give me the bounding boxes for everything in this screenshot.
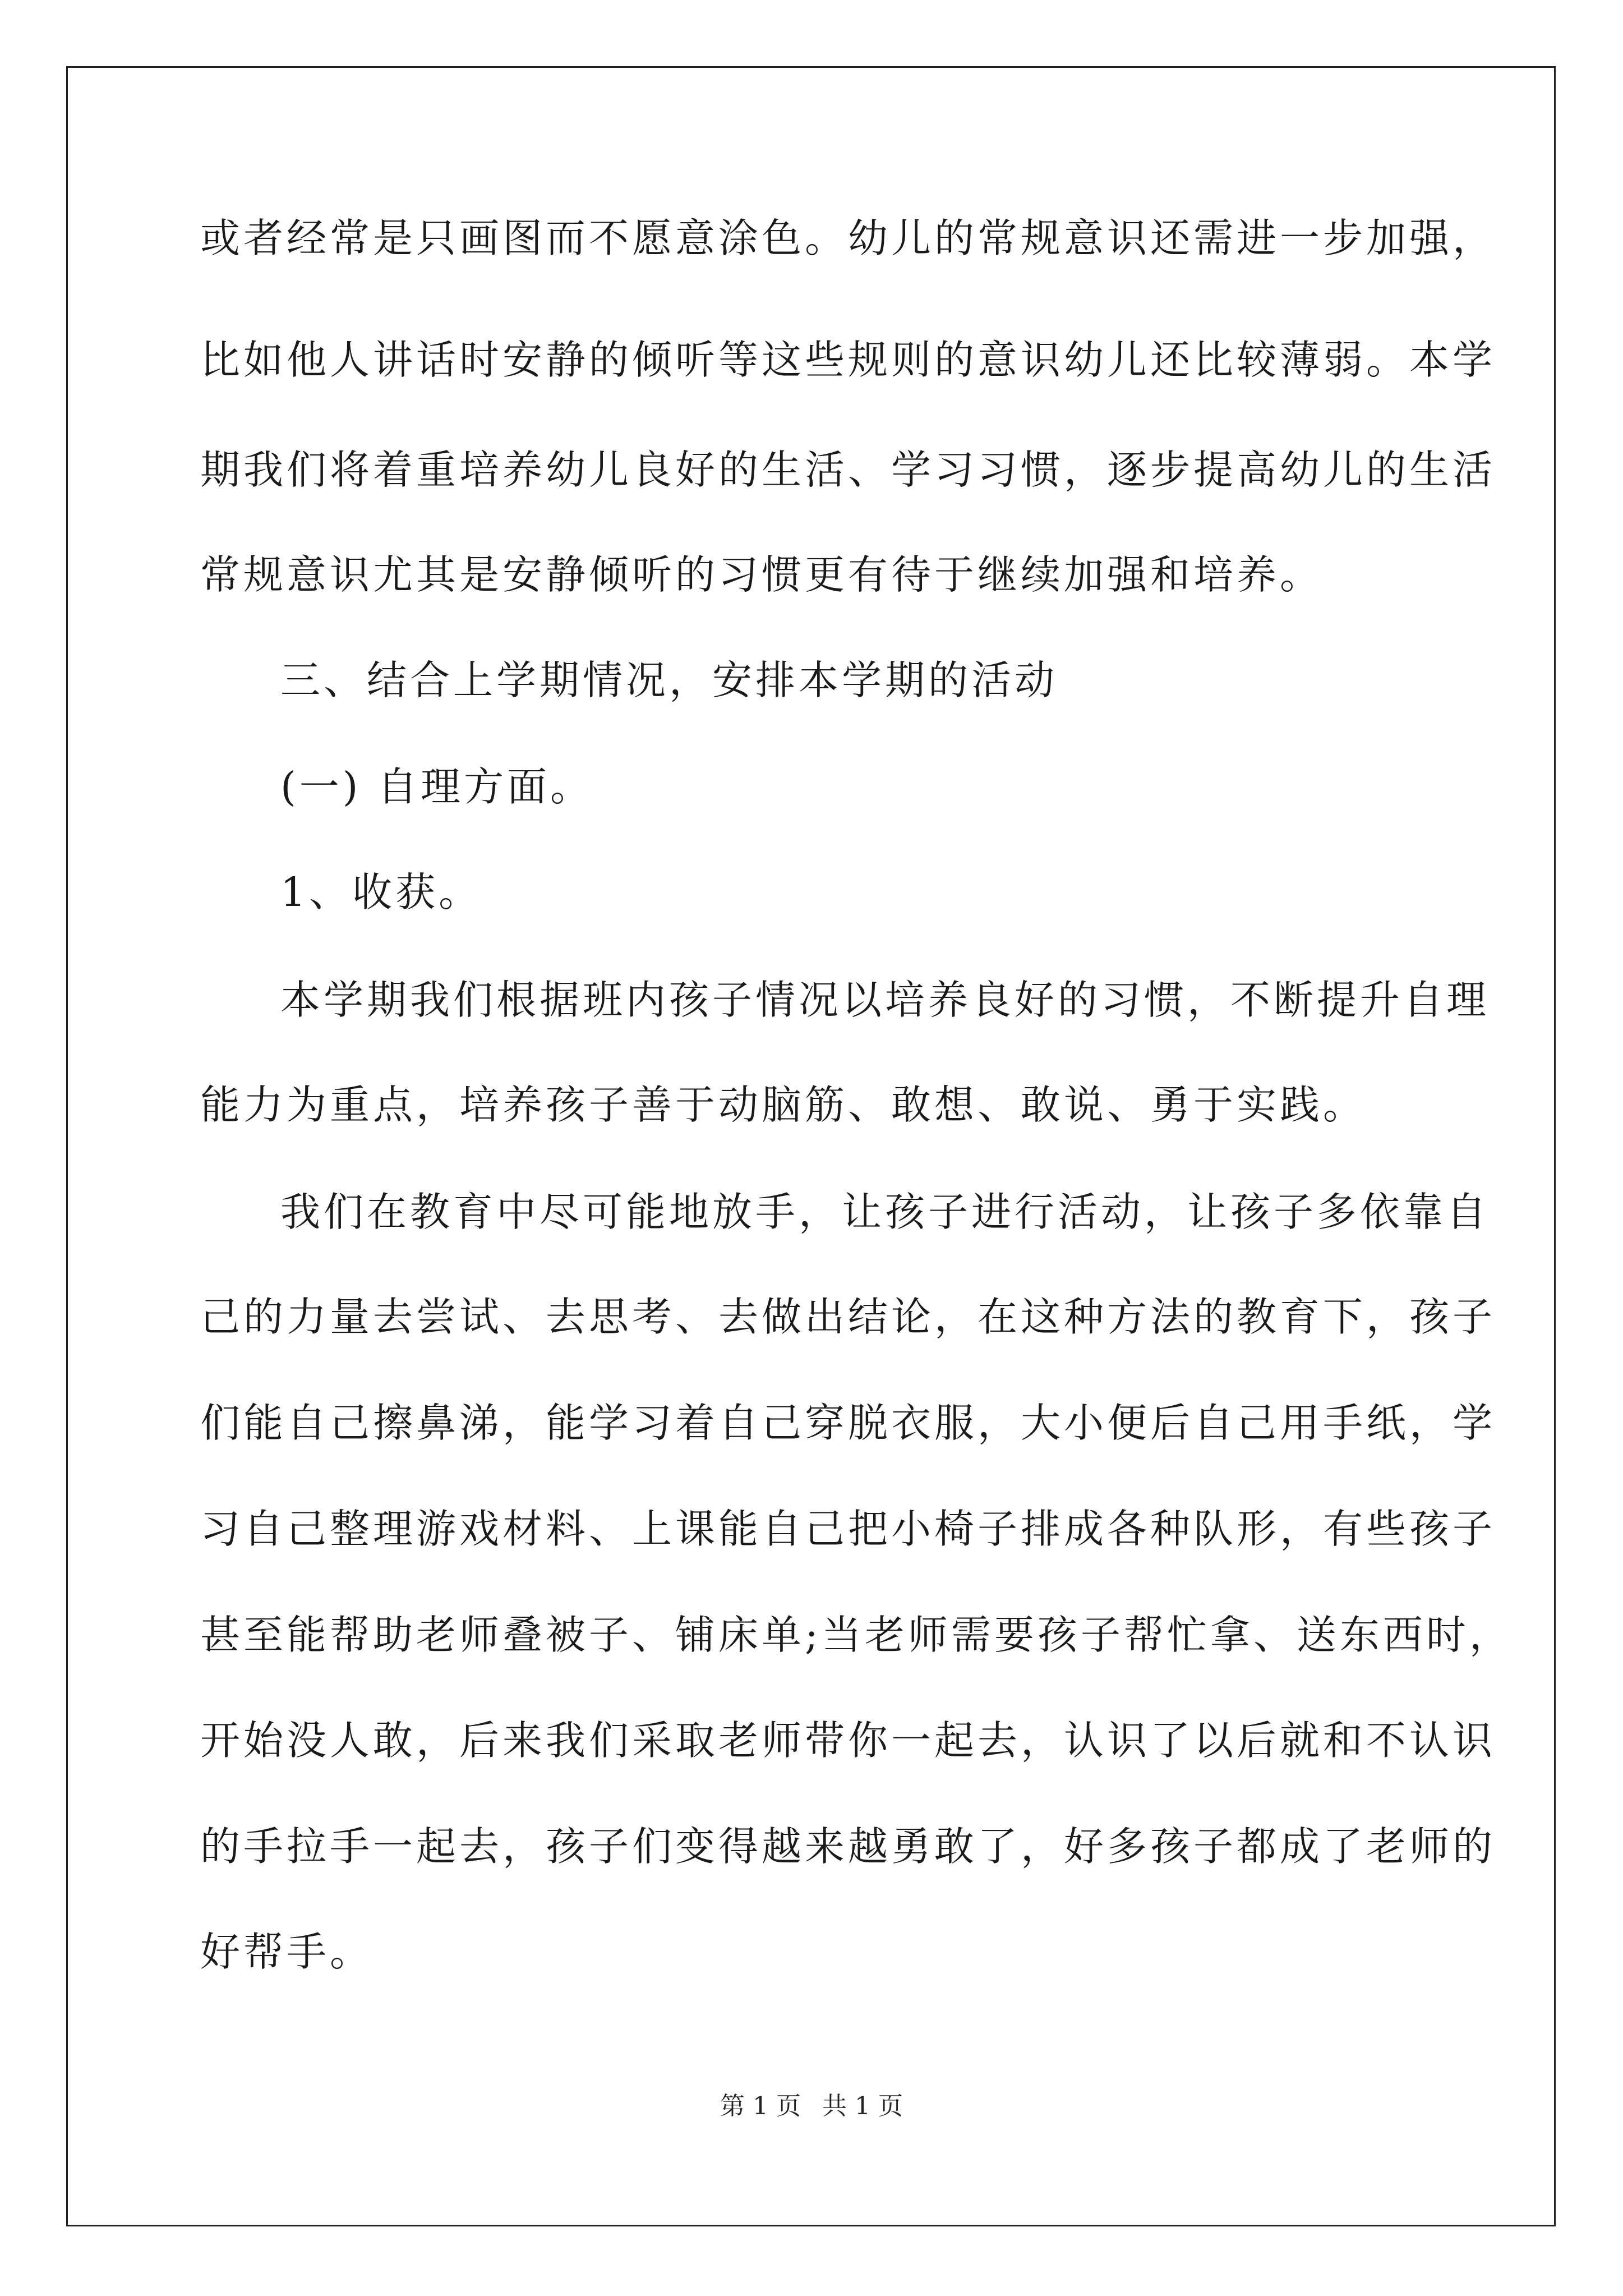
- paragraph-line: 能力为重点，培养孩子善于动脑筋、敢想、敢说、勇于实践。: [200, 1082, 1367, 1128]
- page-total: 共 1 页: [822, 2092, 903, 2120]
- page-border: [66, 66, 1556, 2226]
- paragraph-line: 的手拉手一起去，孩子们变得越来越勇敢了，好多孩子都成了老师的: [200, 1823, 1496, 1870]
- paragraph-line: 或者经常是只画图而不愿意涂色。幼儿的常规意识还需进一步加强，: [200, 215, 1496, 261]
- paragraph-line: 我们在教育中尽可能地放手，让孩子进行活动，让孩子多依靠自: [280, 1189, 1490, 1235]
- paragraph-line: 期我们将着重培养幼儿良好的生活、学习习惯，逐步提高幼儿的生活: [200, 447, 1496, 493]
- paragraph-line: 甚至能帮助老师叠被子、铺床单;当老师需要孩子帮忙拿、送东西时，: [200, 1612, 1513, 1658]
- page-footer: [0, 2091, 1623, 2122]
- paragraph-line: 们能自己擦鼻涕，能学习着自己穿脱衣服，大小便后自己用手纸，学: [200, 1400, 1496, 1446]
- page-number: 第 1 页: [720, 2092, 801, 2120]
- paragraph-line: 本学期我们根据班内孩子情况以培养良好的习惯，不断提升自理: [280, 977, 1490, 1023]
- paragraph-line: 开始没人敢，后来我们采取老师带你一起去，认识了以后就和不认识: [200, 1717, 1496, 1764]
- paragraph-line: 己的力量去尝试、去思考、去做出结论，在这种方法的教育下，孩子: [200, 1294, 1496, 1340]
- item-heading: 1、收获。: [280, 869, 482, 915]
- paragraph-line: 习自己整理游戏材料、上课能自己把小椅子排成各种队形，有些孩子: [200, 1506, 1496, 1552]
- paragraph-line: 好帮手。: [200, 1929, 374, 1975]
- subsection-heading: (一) 自理方面。: [280, 763, 593, 810]
- paragraph-line: 比如他人讲话时安静的倾听等这些规则的意识幼儿还比较薄弱。本学: [200, 337, 1496, 383]
- section-heading: 三、结合上学期情况，安排本学期的活动: [280, 657, 1058, 703]
- paragraph-line: 常规意识尤其是安静倾听的习惯更有待于继续加强和培养。: [200, 551, 1324, 598]
